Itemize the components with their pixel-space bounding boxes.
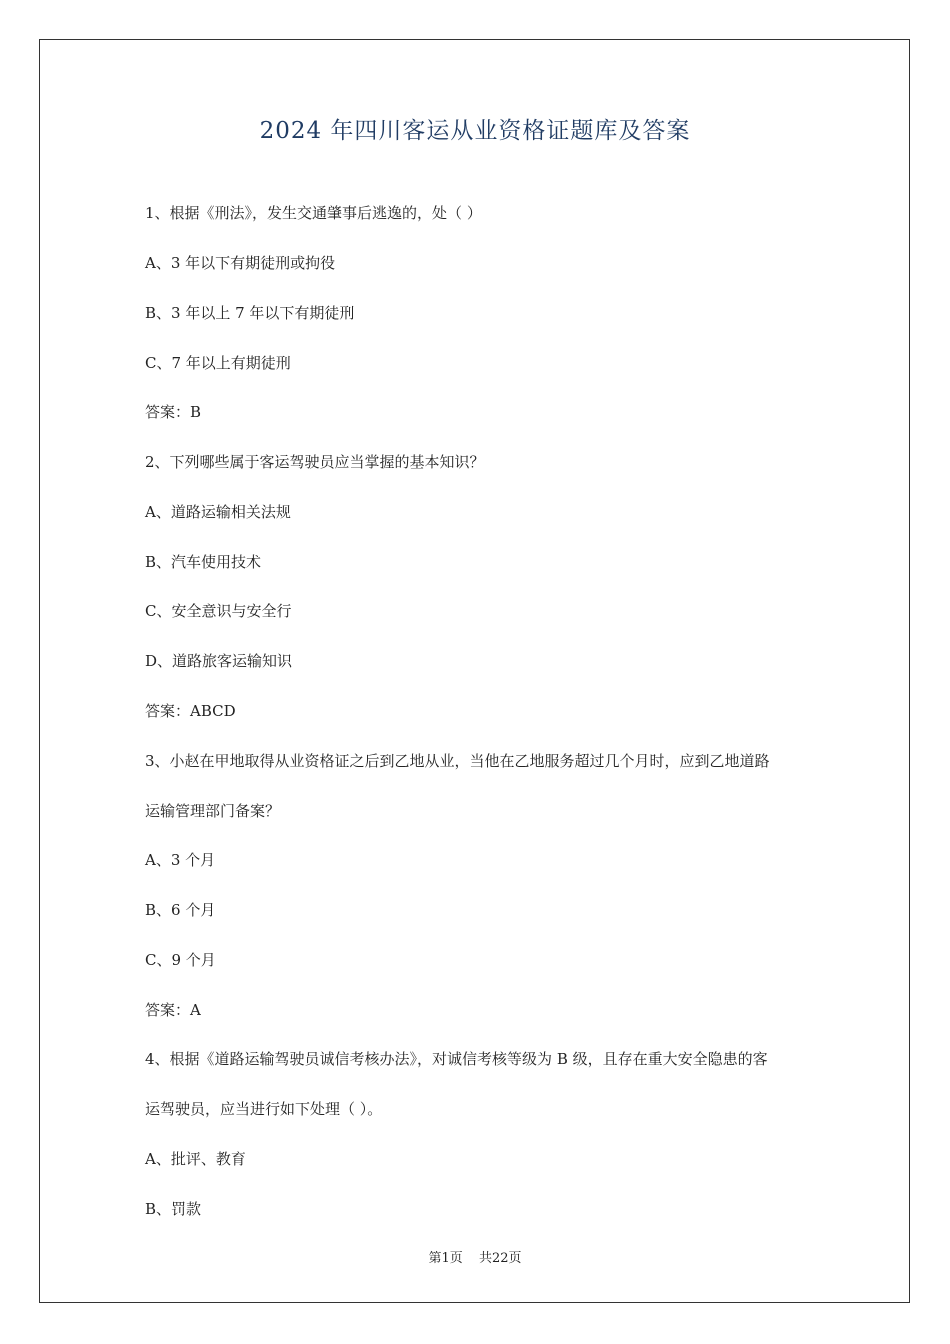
question-1-option-b: B、3 年以上 7 年以下有期徒刑 xyxy=(145,304,355,322)
question-1-text: 1、根据《刑法》，发生交通肇事后逃逸的，处（ ） xyxy=(145,204,482,222)
question-2-option-b: B、汽车使用技术 xyxy=(145,553,262,571)
question-3-option-b: B、6 个月 xyxy=(145,901,216,919)
question-2-option-d: D、道路旅客运输知识 xyxy=(145,652,293,670)
question-1-answer: 答案：B xyxy=(145,403,202,421)
document-title: 2024 年四川客运从业资格证题库及答案 xyxy=(259,118,691,144)
page-number: 第1页 xyxy=(428,1251,463,1266)
question-3-text-cont: 运输管理部门备案？ xyxy=(145,802,281,820)
page-total: 共22页 xyxy=(478,1251,522,1266)
question-3-text: 3、小赵在甲地取得从业资格证之后到乙地从业，当他在乙地服务超过几个月时，应到乙地道路 xyxy=(145,752,770,770)
question-2-text: 2、下列哪些属于客运驾驶员应当掌握的基本知识？ xyxy=(145,453,485,471)
question-1-option-a: A、3 年以下有期徒刑或拘役 xyxy=(145,254,336,272)
question-2-option-c: C、安全意识与安全行 xyxy=(145,602,292,620)
question-4-option-a: A、批评、教育 xyxy=(145,1150,246,1168)
question-2-answer: 答案：ABCD xyxy=(145,702,236,720)
page-footer xyxy=(0,1247,950,1266)
question-3-answer: 答案：A xyxy=(145,1001,201,1019)
question-3-option-a: A、3 个月 xyxy=(145,851,216,869)
question-2-option-a: A、道路运输相关法规 xyxy=(145,503,291,521)
question-4-option-b: B、罚款 xyxy=(145,1200,202,1218)
question-4-text-cont: 运驾驶员，应当进行如下处理（ ）。 xyxy=(145,1100,383,1118)
question-3-option-c: C、9 个月 xyxy=(145,951,216,969)
question-1-option-c: C、7 年以上有期徒刑 xyxy=(145,354,291,372)
question-4-text: 4、根据《道路运输驾驶员诚信考核办法》，对诚信考核等级为 B 级，且存在重大安全隐患的客 xyxy=(145,1050,768,1068)
